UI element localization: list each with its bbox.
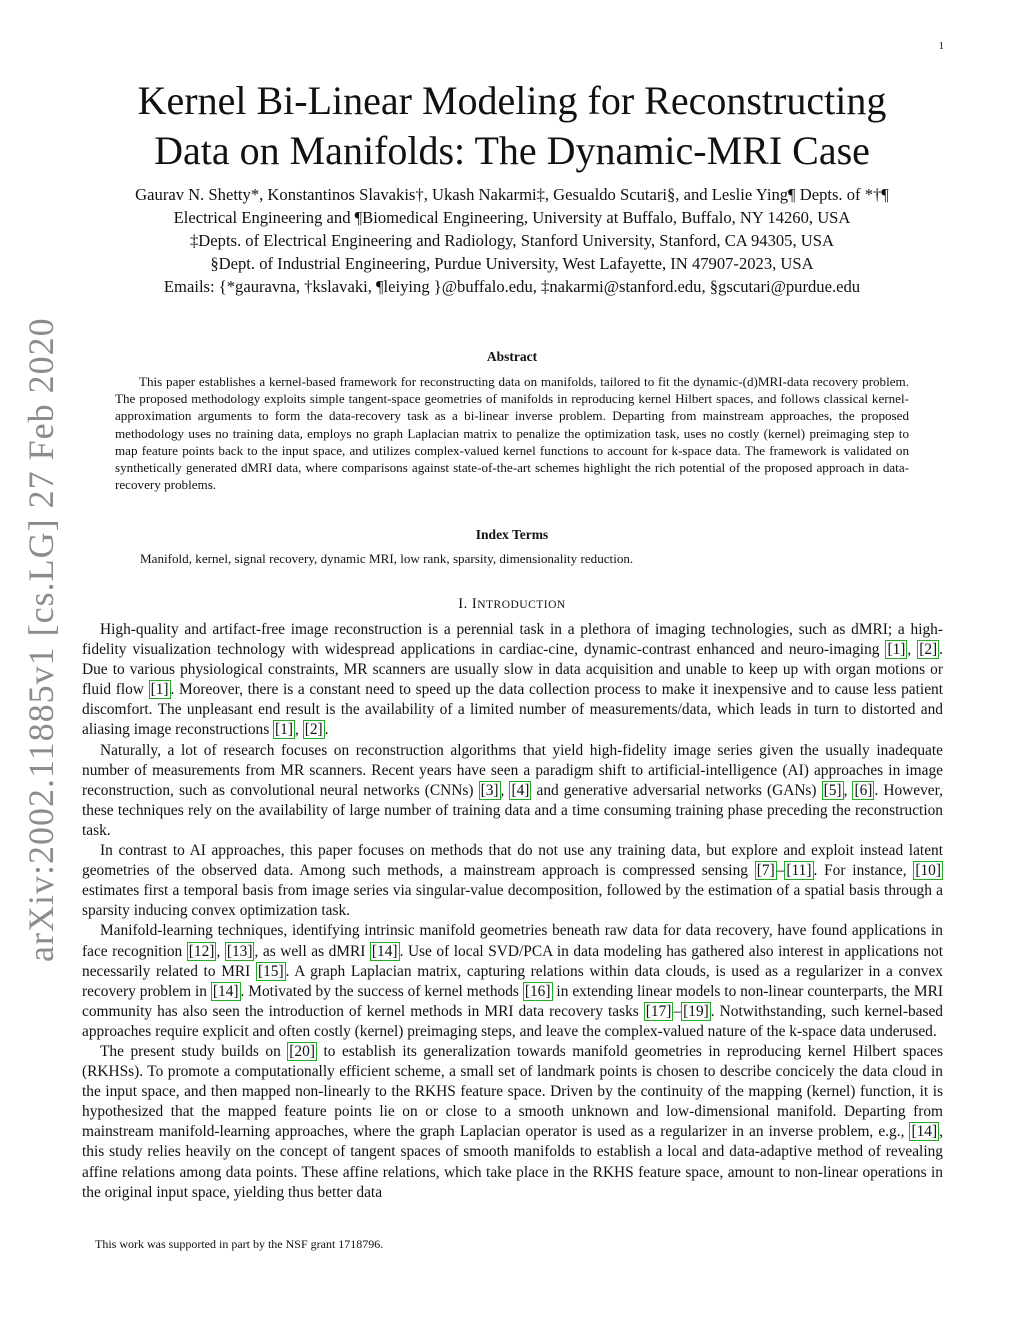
text-run: . Motivated by the success of kernel methods xyxy=(240,982,523,1000)
section-numeral: I. xyxy=(458,596,468,612)
citation-link[interactable]: [20] xyxy=(289,1042,315,1060)
text-run: – xyxy=(673,1002,682,1020)
title-line-2: Data on Manifolds: The Dynamic-MRI Case xyxy=(154,128,870,173)
citation-link[interactable]: [1] xyxy=(887,641,906,659)
text-run: . Due to various physiological constraints, MR scanners are usually slow in data acquisition and unable to keep up with organ motions or fluid flow xyxy=(82,641,943,699)
title-line-1: Kernel Bi-Linear Modeling for Reconstructing xyxy=(137,78,887,123)
funding-footnote: This work was supported in part by the NSF grant 1718796. xyxy=(95,1237,384,1251)
arxiv-identifier[interactable]: arXiv:2002.11885v1 [cs.LG] 27 Feb 2020 xyxy=(21,317,61,962)
citation-link[interactable]: [14] xyxy=(911,1123,938,1141)
citation-link[interactable]: [1] xyxy=(275,721,293,739)
citation-link[interactable]: [4] xyxy=(511,781,530,799)
citation-link[interactable]: [14] xyxy=(212,982,239,1000)
text-run: in extending linear models to non-linear counterparts, the MRI community has also seen the introduction of kernel methods in MRI data recovery tasks xyxy=(82,982,944,1020)
citation-link[interactable]: [16] xyxy=(524,982,551,1000)
abstract-heading: Abstract xyxy=(486,349,538,364)
citation-link[interactable]: [11] xyxy=(786,862,812,880)
citation-link[interactable]: [10] xyxy=(915,862,941,880)
text-run: The present study builds on xyxy=(100,1042,288,1060)
section-title-rest: NTRODUCTION xyxy=(477,599,566,611)
citation-link[interactable]: [15] xyxy=(257,962,284,980)
citation-link[interactable]: [3] xyxy=(480,781,499,799)
text-run: – xyxy=(776,862,785,880)
text-run: Naturally, a lot of research focuses on reconstruction algorithms that yield high-fidelity image series given the usually inadequate number of measurements from MR scanners. Recent years have seen a paradigm shift to artificial-intelligence (AI) approaches in image reconstruction, such as convolutional neural networks (CNNs) xyxy=(82,741,943,799)
citation-link[interactable]: [7] xyxy=(756,862,775,880)
citation-link[interactable]: [17] xyxy=(645,1002,672,1020)
author-block xyxy=(70,183,954,298)
text-run: . xyxy=(324,721,329,739)
paragraph xyxy=(82,620,943,741)
text-run: to establish its generalization towards manifold geometries in reproducing kernel Hilbert spaces (RKHSs). To promote a computationally efficient scheme, a small set of landmark points is chosen to describe concicely the data cloud in the input space, and then mapped non-linearly to the RKHS feature space. Driven by the continuity of the mapping (kernel) function, it is hypothesized that the mapped feature points lie on or close to a smooth unknown and low-dimensional manifold. Departing from mainstream manifold-learning approaches, where the graph Laplacian operator is used as a regularizer in an inverse problem, e.g., xyxy=(82,1042,943,1141)
text-run: , xyxy=(843,781,853,799)
index-terms-heading: Index Terms xyxy=(475,527,549,542)
citation-link[interactable]: [19] xyxy=(683,1002,709,1020)
citation-link[interactable]: [6] xyxy=(854,781,873,799)
citation-link[interactable]: [5] xyxy=(823,781,842,799)
section-initial: I xyxy=(471,596,478,612)
introduction-body xyxy=(82,620,943,1203)
text-run: and generative adversarial networks (GANs) xyxy=(531,781,822,799)
citation-link[interactable]: [12] xyxy=(188,942,215,960)
text-run: High-quality and artifact-free image reconstruction is a perennial task in a plethora of imaging technologies, such as dMRI; a high-fidelity visualization technology with widespread applications in cardiac-cine, dynamic-contrast enhanced and neuro-imaging xyxy=(82,621,943,659)
authors-line-1: Gaurav N. Shetty*, Konstantinos Slavakis†, Ukash Nakarmi‡, Gesualdo Scutari§, and Leslie Ying¶ Depts. of *†¶ xyxy=(135,185,889,204)
text-run: , as well as dMRI xyxy=(254,942,370,960)
paragraph xyxy=(82,741,943,841)
text-run: , this study relies heavily on the concept of tangent spaces of smooth manifolds to establish a local and data-adaptive method of revealing affine relations among data points. These affine relations, which take place in the RKHS feature space, amount to non-linear operations in the original input space, yielding thus better data xyxy=(82,1123,943,1201)
paragraph xyxy=(82,841,943,921)
section-heading-introduction xyxy=(0,596,1024,613)
text-run: , xyxy=(500,781,510,799)
emails-line: Emails: {*gauravna, †kslavaki, ¶leiying }@buffalo.edu, ‡nakarmi@stanford.edu, §gscutari@purdue.edu xyxy=(163,277,861,296)
text-run: . Use of local SVD/PCA in data modeling has gathered also interest in applications not necessarily related to MRI xyxy=(82,942,944,980)
citation-link[interactable]: [14] xyxy=(371,942,398,960)
text-run: . A graph Laplacian matrix, capturing relations within data clouds, is used as a regularizer in a convex recovery problem in xyxy=(82,962,943,1000)
citation-link[interactable]: [2] xyxy=(919,641,938,659)
text-run: . Moreover, there is a constant need to speed up the data collection process to make it inexpensive and to cause less patient discomfort. The unpleasant end result is the availability of a limited number of measurements/data, which leads in turn to distorted and aliasing image reconstructions xyxy=(82,681,943,739)
paragraph xyxy=(82,921,943,1042)
text-run: . For instance, xyxy=(813,862,914,880)
text-run: In contrast to AI approaches, this paper focuses on methods that do not use any training data, but explore and exploit instead latent geometries of the observed data. Among such methods, a mainstream approach is compressed sensing xyxy=(82,842,943,880)
citation-link[interactable]: [13] xyxy=(226,942,253,960)
affiliation-line-1: Electrical Engineering and ¶Biomedical Engineering, University at Buffalo, Buffalo, NY 14260, USA xyxy=(173,208,851,227)
text-run: estimates first a temporal basis from image series via singular-value decomposition, followed by the estimation of a spatial basis through a sparsity inducing convex optimization task. xyxy=(82,882,943,920)
text-run: , xyxy=(907,641,918,659)
affiliation-line-2: ‡Depts. of Electrical Engineering and Radiology, Stanford University, Stanford, CA 94305, USA xyxy=(190,231,834,250)
index-terms-text: Manifold, kernel, signal recovery, dynamic MRI, low rank, sparsity, dimensionality reduction. xyxy=(140,551,634,566)
affiliation-line-3: §Dept. of Industrial Engineering, Purdue University, West Lafayette, IN 47907-2023, USA xyxy=(210,254,814,273)
text-run: . However, these techniques rely on the availability of large number of training data and a time consuming training phase preceding the reconstruction task. xyxy=(82,781,943,839)
text-run: . Notwithstanding, such kernel-based approaches require explicit and often costly (kernel) preimaging steps, and leave the complex-valued nature of the k-space data underused. xyxy=(82,1002,943,1040)
paragraph xyxy=(82,1042,943,1203)
abstract-text: This paper establishes a kernel-based framework for reconstructing data on manifolds, tailored to fit the dynamic-(d)MRI-data recovery problem. The proposed methodology exploits simple tangent-space geometries of manifolds in reproducing kernel Hilbert spaces, and follows classical kernel-approximation arguments to form the data-recovery task as a bi-linear inverse problem. Departing from mainstream approaches, the proposed methodology uses no training data, employs no graph Laplacian matrix to penalize the optimization task, uses no costly (kernel) preimaging step to map feature points back to the input space, and utilizes complex-valued kernel functions to account for k-space data. The framework is validated on synthetically generated dMRI data, where comparisons against state-of-the-art schemes highlight the rich potential of the proposed approach in data-recovery problems. xyxy=(115,374,909,493)
page-number: 1 xyxy=(938,40,944,52)
text-run: , xyxy=(295,721,303,739)
paper-title xyxy=(80,76,944,176)
text-run: Manifold-learning techniques, identifying intrinsic manifold geometries beneath raw data for data recovery, have found applications in face recognition xyxy=(82,922,943,960)
text-run: , xyxy=(216,942,225,960)
citation-link[interactable]: [1] xyxy=(150,681,169,699)
citation-link[interactable]: [2] xyxy=(304,721,323,739)
